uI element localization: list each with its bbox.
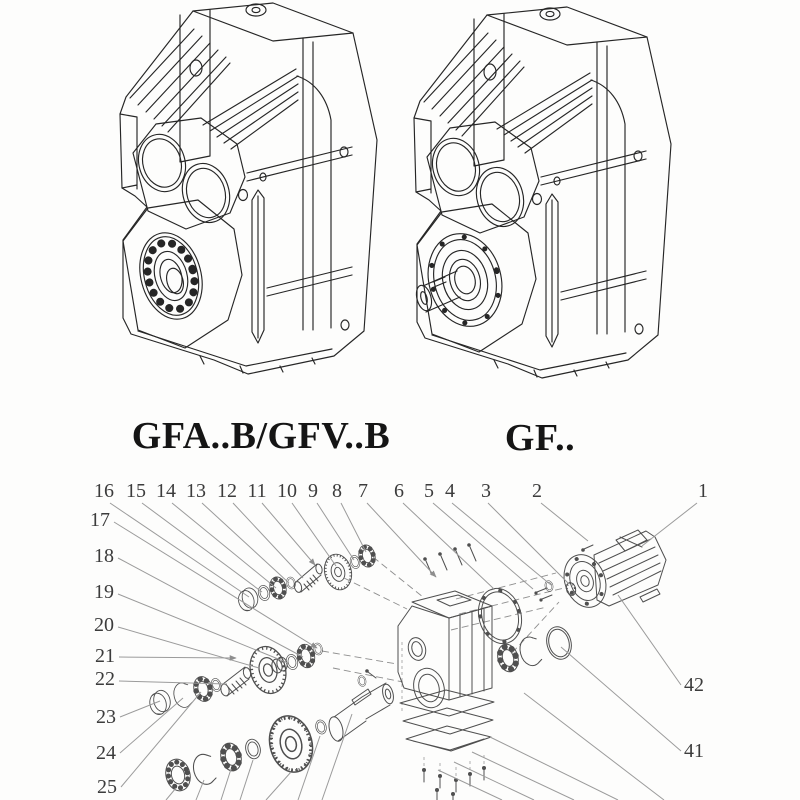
leader-line-18 [118,558,303,657]
callout-number-5: 5 [424,480,434,502]
callout-number-41: 41 [684,740,704,762]
callout-layer [90,480,708,800]
callout-number-6: 6 [394,480,404,502]
leader-line-22 [119,681,227,684]
callout-number-12: 12 [217,480,237,502]
leader-line-cutoff [266,772,291,800]
leader-line-cutoff [196,780,204,800]
callout-number-25: 25 [97,776,117,798]
callout-number-23: 23 [96,706,116,728]
callout-number-18: 18 [94,545,114,567]
callout-number-7: 7 [358,480,368,502]
leader-line-2 [541,503,588,541]
leader-line-10 [292,503,336,566]
leader-line-4 [452,503,551,585]
leader-line-21 [119,657,236,658]
leader-line-14 [172,503,276,588]
callout-number-13: 13 [186,480,206,502]
callout-number-17: 17 [90,509,110,531]
leader-line-23 [120,701,160,717]
callout-number-21: 21 [95,645,115,667]
callout-number-24: 24 [96,742,116,764]
leader-line-8 [341,503,366,552]
callout-number-4: 4 [445,480,455,502]
leader-line-16 [110,503,249,597]
leader-line-15 [142,503,262,592]
leader-line-9 [317,503,354,560]
callout-number-3: 3 [481,480,491,502]
figure-label-left: GFA..B/GFV..B [131,415,391,457]
figure-gf-drawing [414,7,671,378]
housing-drawing [398,543,494,800]
callout-number-20: 20 [94,614,114,636]
callout-number-2: 2 [532,480,542,502]
figure-label-right: GF.. [504,417,576,459]
leader-line-13 [202,503,289,583]
callout-number-10: 10 [277,480,297,502]
leader-line-11 [262,503,315,565]
exploded-diagram [90,480,708,800]
figure-gfab-gfv-drawing [120,3,377,374]
leader-line-cutoff [240,760,253,800]
leader-line-24 [120,698,183,753]
leader-line-19 [118,594,288,663]
leader-line-17 [114,522,317,648]
callout-number-22: 22 [95,668,115,690]
callout-number-42: 42 [684,674,704,696]
callout-number-19: 19 [94,581,114,603]
leader-line-cutoff [166,788,176,800]
leader-line-42 [618,595,681,685]
leader-line-1 [642,503,697,546]
callout-number-16: 16 [94,480,114,502]
callout-number-11: 11 [247,480,267,502]
leader-line-cutoff [221,769,231,800]
callout-number-9: 9 [308,480,318,502]
hollow-shaft-bearing [131,226,212,327]
intermediate-shaft-assembly [147,642,324,716]
motor-drawing [557,530,666,613]
leader-line-20 [118,627,259,668]
leader-line-cutoff [454,762,534,800]
callout-number-8: 8 [332,480,342,502]
callout-number-14: 14 [156,480,176,502]
leader-line-7 [367,503,436,577]
callout-number-1: 1 [698,480,708,502]
callout-number-15: 15 [126,480,146,502]
leader-line-cutoff [524,693,664,800]
output-shaft-flange [414,225,512,334]
